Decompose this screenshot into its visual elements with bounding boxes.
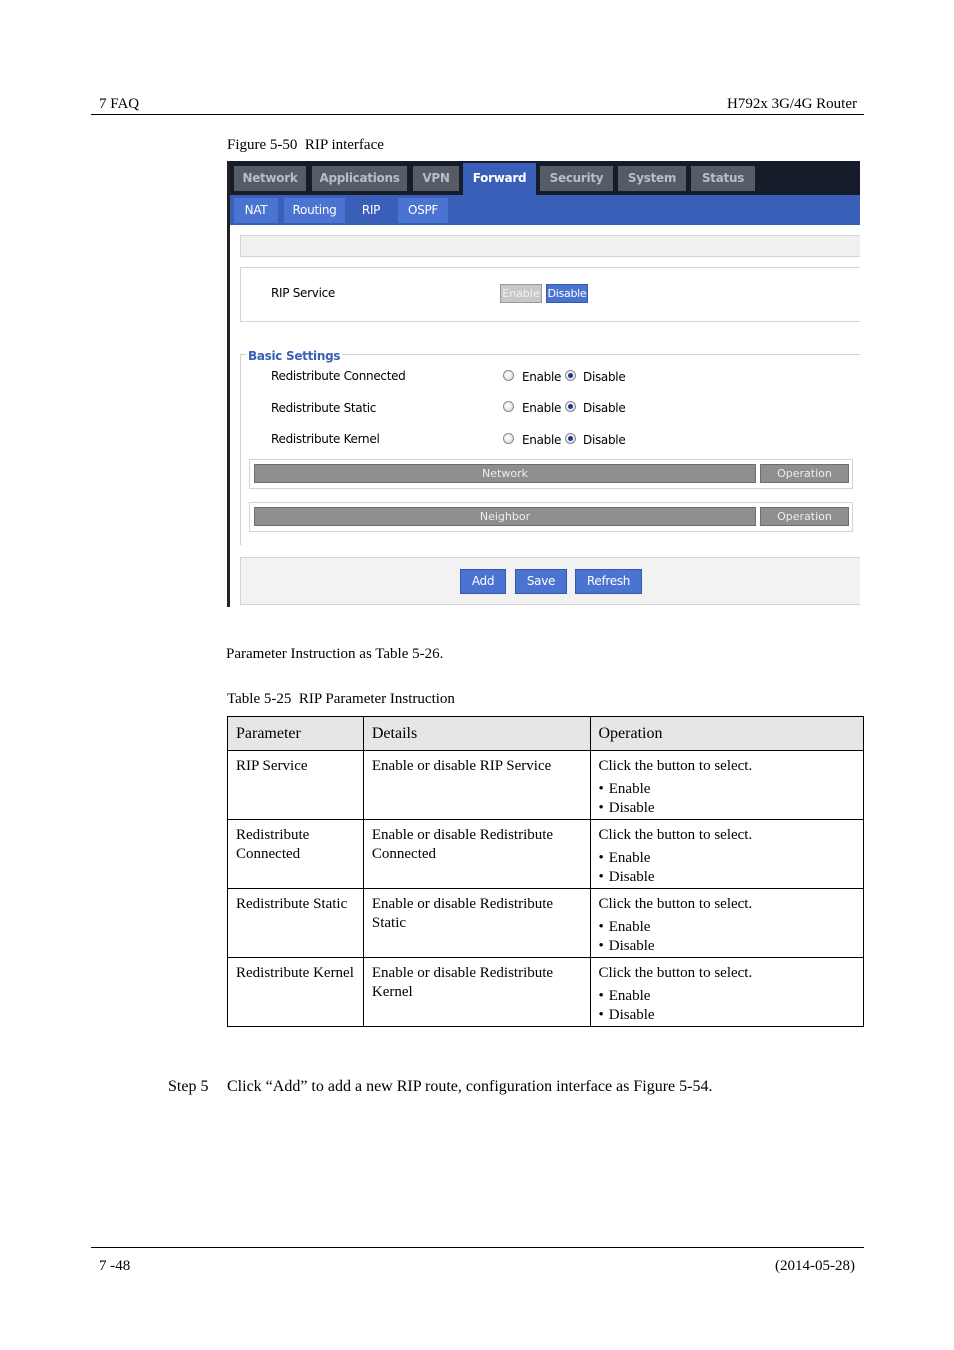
redistribute-connected-enable-label: Enable: [522, 370, 562, 384]
cell-parameter: RIP Service: [228, 751, 364, 820]
tab-applications[interactable]: Applications: [312, 166, 407, 191]
step-label: Step 5: [168, 1078, 209, 1095]
operation-text: Click the button to select.: [598, 827, 753, 843]
cell-operation: [590, 889, 864, 958]
option-disable: • Disable: [599, 868, 856, 887]
tab-network[interactable]: Network: [234, 166, 306, 191]
basic-settings-legend: Basic Settings: [248, 349, 341, 363]
step-text: Click “Add” to add a new RIP route, configuration interface as Figure 5-54.: [227, 1078, 713, 1095]
save-button[interactable]: Save: [515, 569, 567, 594]
option-enable: • Enable: [599, 780, 856, 799]
redistribute-connected-disable-label: Disable: [583, 370, 626, 384]
tab-forward[interactable]: Forward: [463, 163, 536, 195]
cell-parameter: Redistribute Static: [228, 889, 364, 958]
option-disable: • Disable: [599, 799, 856, 818]
redistribute-kernel-enable-label: Enable: [522, 433, 562, 447]
figure-caption: Figure 5-50 RIP interface: [227, 137, 384, 153]
header-chapter: 7 FAQ: [99, 96, 140, 112]
table-row: [228, 751, 864, 820]
top-nav-bar: [227, 161, 860, 195]
subtab-ospf[interactable]: OSPF: [398, 198, 448, 223]
table-header-row: [228, 717, 864, 751]
header-operation: Operation: [590, 717, 864, 751]
network-operation-header: Operation: [760, 464, 849, 483]
sub-nav-bar: [227, 195, 860, 225]
footer-page-number: 7 -48: [99, 1258, 131, 1274]
operation-text: Click the button to select.: [598, 896, 753, 912]
message-strip: [240, 235, 860, 257]
option-enable: • Enable: [599, 849, 856, 868]
cell-parameter: Redistribute Kernel: [228, 958, 364, 1027]
table-row: [228, 889, 864, 958]
rip-service-label: RIP Service: [271, 286, 335, 300]
cell-operation: [590, 820, 864, 889]
footer-rule: [91, 1247, 864, 1248]
rip-disable-button[interactable]: Disable: [546, 284, 588, 303]
operation-text: Click the button to select.: [598, 758, 753, 774]
header-details: Details: [363, 717, 590, 751]
screenshot-left-border: [227, 161, 230, 607]
parameter-table: [227, 716, 864, 1027]
redistribute-static-disable-radio[interactable]: [565, 401, 576, 412]
intro-text: Parameter Instruction as Table 5-26.: [226, 646, 444, 662]
cell-operation: [590, 751, 864, 820]
tab-system[interactable]: System: [618, 166, 686, 191]
redistribute-kernel-disable-radio[interactable]: [565, 433, 576, 444]
redistribute-static-enable-radio[interactable]: [503, 401, 514, 412]
option-enable: • Enable: [599, 918, 856, 937]
cell-details: Enable or disable Redistribute Connected: [363, 820, 590, 889]
neighbor-column-header: Neighbor: [254, 507, 756, 526]
subtab-rip[interactable]: RIP: [350, 198, 392, 223]
redistribute-connected-disable-radio[interactable]: [565, 370, 576, 381]
neighbor-operation-header: Operation: [760, 507, 849, 526]
tab-vpn[interactable]: VPN: [413, 166, 459, 191]
table-row: [228, 820, 864, 889]
tab-security[interactable]: Security: [540, 166, 613, 191]
subtab-routing[interactable]: Routing: [284, 198, 345, 223]
option-disable: • Disable: [599, 937, 856, 956]
header-rule: [91, 114, 864, 115]
redistribute-kernel-disable-label: Disable: [583, 433, 626, 447]
cell-parameter: Redistribute Connected: [228, 820, 364, 889]
redistribute-static-label: Redistribute Static: [271, 401, 377, 415]
redistribute-connected-label: Redistribute Connected: [271, 369, 406, 383]
cell-details: Enable or disable Redistribute Kernel: [363, 958, 590, 1027]
option-enable: • Enable: [599, 987, 856, 1006]
add-button[interactable]: Add: [460, 569, 506, 594]
redistribute-static-enable-label: Enable: [522, 401, 562, 415]
operation-text: Click the button to select.: [598, 965, 753, 981]
header-parameter: Parameter: [228, 717, 364, 751]
cell-details: Enable or disable RIP Service: [363, 751, 590, 820]
footer-date: (2014-05-28): [775, 1258, 855, 1274]
table-row: [228, 958, 864, 1027]
network-column-header: Network: [254, 464, 756, 483]
tab-status[interactable]: Status: [691, 166, 755, 191]
rip-enable-button[interactable]: Enable: [500, 284, 542, 303]
table-caption: Table 5-25 RIP Parameter Instruction: [227, 691, 455, 707]
option-disable: • Disable: [599, 1006, 856, 1025]
redistribute-connected-enable-radio[interactable]: [503, 370, 514, 381]
redistribute-static-disable-label: Disable: [583, 401, 626, 415]
refresh-button[interactable]: Refresh: [575, 569, 642, 594]
subtab-nat[interactable]: NAT: [234, 198, 278, 223]
redistribute-kernel-label: Redistribute Kernel: [271, 432, 380, 446]
rip-interface-screenshot: [227, 161, 860, 607]
header-product: H792x 3G/4G Router: [727, 96, 857, 112]
cell-operation: [590, 958, 864, 1027]
cell-details: Enable or disable Redistribute Static: [363, 889, 590, 958]
redistribute-kernel-enable-radio[interactable]: [503, 433, 514, 444]
